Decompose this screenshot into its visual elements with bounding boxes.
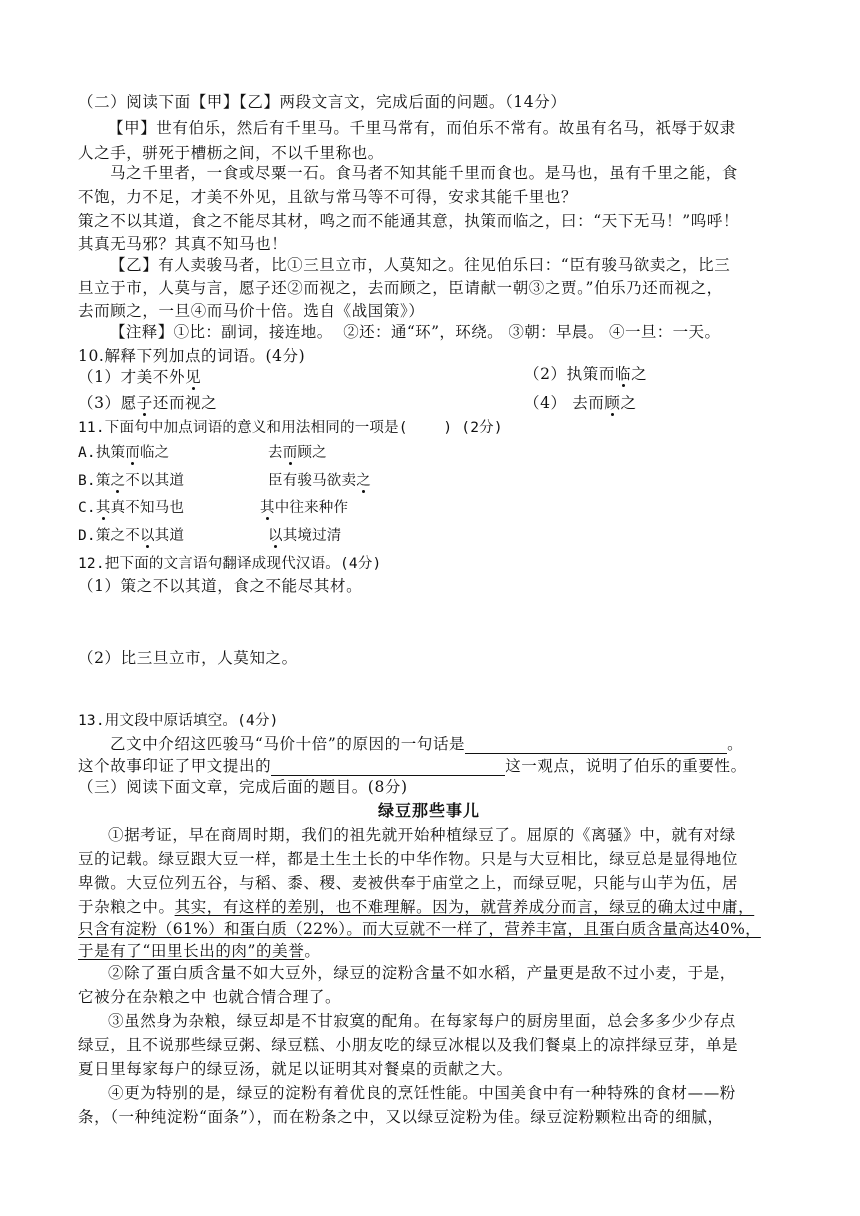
q11-option-d-right: 以其境过清 [268, 528, 342, 544]
q10-item-4: （4） 去而顾之 [524, 394, 637, 412]
yi-line-2: 旦立于市，人莫与言，愿子还②而视之，去而顾之，臣请献一朝③之贾。”伯乐乃还而视之， [78, 279, 723, 297]
p3-line-3: 夏日里每家每户的绿豆汤，就足以证明其对餐桌的贡献之大。 [78, 1060, 513, 1078]
notes: 【注释】①比：副词，接连地。 ②还：通“环”，环绕。 ③朝：早晨。 ④一旦：一天。 [110, 323, 721, 341]
p1-line-5: 只含有淀粉（61%）和蛋白质（22%）。而大豆就不一样了，营养丰富，且蛋白质含量高达40%， [78, 920, 761, 938]
jia-line-1: 【甲】世有伯乐，然后有千里马。千里马常有，而伯乐不常有。故虽有名马，祇辱于奴隶 [108, 119, 736, 137]
q10-item-1: （1）才美不外见 [78, 368, 202, 386]
p2-line-1: ②除了蛋白质含量不如大豆外，绿豆的淀粉含量不如水稻，产量更是敌不过小麦，于是， [108, 964, 736, 982]
article-title: 绿豆那些事儿 [378, 801, 481, 820]
jia-line-2: 人之手，骈死于槽枥之间，不以千里称也。 [78, 144, 384, 162]
p1-line-1: ①据考证，早在商周时期，我们的祖先就开始种植绿豆了。屈原的《离骚》中，就有对绿 [108, 826, 736, 844]
q11-option-a-left: A.执策而临之 [78, 445, 170, 461]
answer-blank-2[interactable] [271, 759, 505, 776]
p4-line-2: 条，（一种纯淀粉“面条”），而在粉条之中，又以绿豆淀粉为佳。绿豆淀粉颗粒出奇的细腻， [78, 1108, 724, 1126]
p4-line-1: ④更为特别的是，绿豆的淀粉有着优良的烹饪性能。中国美食中有一种特殊的食材——粉 [108, 1084, 736, 1102]
q10-item-2: （2）执策而临之 [524, 365, 648, 383]
part3-heading: （三）阅读下面文章，完成后面的题目。(8分) [78, 778, 408, 796]
q11-option-b-left: B.策之不以其道 [78, 473, 185, 489]
q10-item-3: （3）愿子还而视之 [78, 394, 218, 412]
q12-stem: 12.把下面的文言语句翻译成现代汉语。(4分) [78, 556, 382, 572]
yi-line-1: 【乙】有人卖骏马者，比①三旦立市，人莫知之。往见伯乐曰：“臣有骏马欲卖之，比三 [110, 256, 731, 274]
q11-option-c-left: C.其真不知马也 [78, 500, 185, 516]
p1-line-3: 卑微。大豆位列五谷，与稻、黍、稷、麦被供奉于庙堂之上，而绿豆呢，只能与山芋为伍，居 [78, 874, 739, 892]
part2-heading: （二）阅读下面【甲】【乙】两段文言文，完成后面的问题。（14分） [78, 93, 567, 111]
q11-option-c-right: 其中往来种作 [260, 500, 349, 516]
p3-line-1: ③虽然身为杂粮，绿豆却是不甘寂寞的配角。在每家每户的厨房里面，总会多多少少存点 [108, 1012, 736, 1030]
p1-line-6: 于是有了“田里长出的肉”的美誉。 [78, 942, 321, 960]
q12-sentence-1: （1）策之不以其道，食之不能尽其材。 [78, 577, 363, 595]
q13-stem: 13.用文段中原话填空。(4分) [78, 713, 279, 729]
p1-line-2: 豆的记载。绿豆跟大豆一样，都是土生土长的中华作物。只是与大豆相比，绿豆总是显得地位 [78, 850, 739, 868]
answer-blank-1[interactable] [465, 737, 727, 754]
p3-line-2: 绿豆，且不说那些绿豆粥、绿豆糕、小朋友吃的绿豆冰棍以及我们餐桌上的凉拌绿豆芽，单是 [78, 1036, 739, 1054]
q10-stem: 10.解释下列加点的词语。(4分) [78, 347, 306, 365]
p2-line-2: 它被分在杂粮之中 也就合情合理了。 [78, 988, 342, 1006]
q11-option-d-left: D.策之不以其道 [78, 528, 185, 544]
jia-line-3: 马之千里者，一食或尽粟一石。食马者不知其能千里而食也。是马也，虽有千里之能，食 [110, 164, 738, 182]
yi-line-3: 去而顾之，一旦④而马价十倍。选自《战国策》） [78, 302, 425, 320]
p1-line-4: 于杂粮之中。其实，有这样的差别，也不难理解。因为，就营养成分而言，绿豆的确太过中庸， [78, 898, 755, 916]
q13-line-1: 乙文中介绍这匹骏马“马价十倍”的原因的一句话是 。 [110, 735, 744, 753]
jia-line-5: 策之不以其道，食之不能尽其材，鸣之而不能通其意，执策而临之，曰：“天下无马！”呜呼！ [78, 212, 740, 230]
q11-stem: 11.下面句中加点词语的意义和用法相同的一项是( ) (2分) [78, 420, 503, 436]
q13-line-2: 这个故事印证了甲文提出的 这一观点，说明了伯乐的重要性。 [78, 757, 747, 775]
q11-option-b-right: 臣有骏马欲卖之 [268, 473, 371, 489]
q11-option-a-right: 去而顾之 [268, 445, 327, 461]
q12-sentence-2: （2）比三旦立市，人莫知之。 [78, 649, 298, 667]
jia-line-6: 其真无马邪？其真不知马也！ [78, 235, 288, 253]
jia-line-4: 不饱，力不足，才美不外见，且欲与常马等不可得，安求其能千里也？ [78, 188, 578, 206]
underlined-sentence: 其实，有这样的差别，也不难理解。因为，就营养成分而言，绿豆的确太过中庸， [174, 898, 755, 916]
